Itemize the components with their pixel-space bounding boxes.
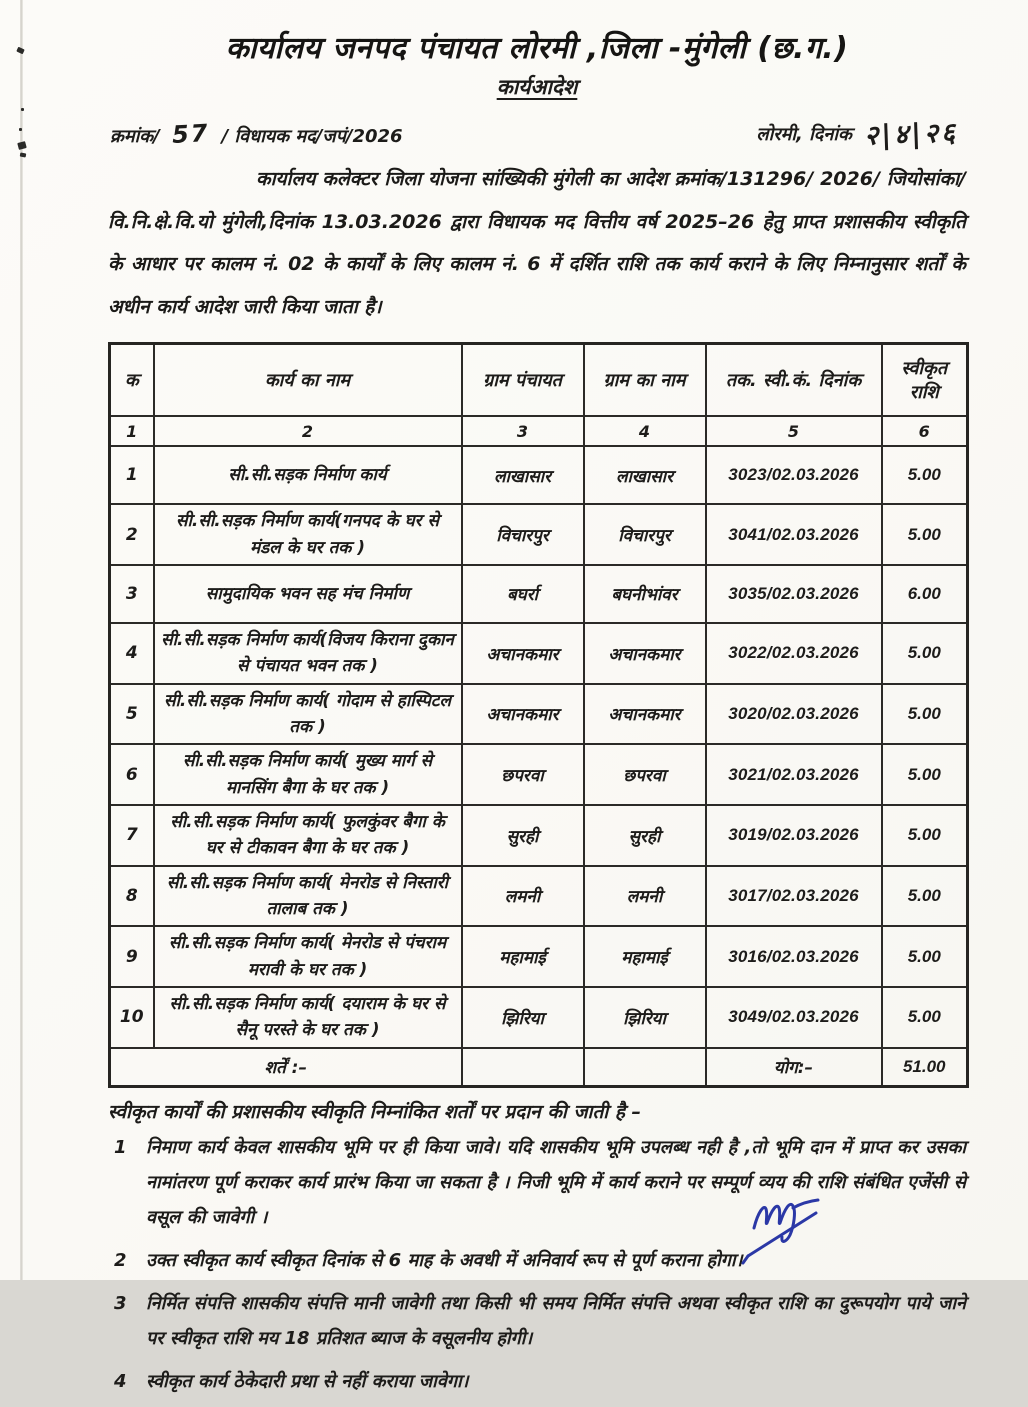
- sanction-number-date-cell: 3019/02.03.2026: [706, 805, 882, 866]
- sanction-number-date-cell: 3022/02.03.2026: [706, 623, 882, 684]
- sanction-number-date-cell: 3041/02.03.2026: [706, 504, 882, 565]
- row-serial: 4: [110, 623, 154, 684]
- conditions-heading: स्वीकृत कार्यों की प्रशासकीय स्वीकृति निम्नांकित शर्तों पर प्रदान की जाती है –: [108, 1100, 642, 1123]
- total-amount: 51.00: [882, 1048, 968, 1087]
- work-name-cell: सी.सी.सड़क निर्माण कार्य( मेनरोड से निस्तारी तालाब तक ): [154, 866, 462, 927]
- gram-panchayat-cell: लाखासार: [462, 446, 584, 504]
- row-serial: 5: [110, 684, 154, 745]
- serial-suffix: / विधायक मद/जपं/2026: [221, 126, 403, 147]
- header-gram-panchayat: ग्राम पंचायत: [462, 344, 584, 417]
- work-name-cell: सामुदायिक भवन सह मंच निर्माण: [154, 565, 462, 623]
- work-table-row: [110, 805, 968, 866]
- work-name-cell: सी.सी.सड़क निर्माण कार्य: [154, 446, 462, 504]
- gram-panchayat-cell: बघर्रा: [462, 565, 584, 623]
- column-number: 6: [882, 416, 968, 446]
- header-work-name: कार्य का नाम: [154, 344, 462, 417]
- work-table-row: [110, 926, 968, 987]
- scan-speck: [16, 47, 24, 54]
- village-name-cell: लाखासार: [584, 446, 706, 504]
- condition-number: 2: [114, 1249, 127, 1271]
- condition-number: 4: [114, 1371, 127, 1393]
- table-total-row: [110, 1048, 968, 1087]
- order-paragraph: कार्यालय कलेक्टर जिला योजना सांख्यिकी मुंगेली का आदेश क्रमांक/131296/ 2026/ जियोसांका/वि.नि.क्षे.वि.यो मुंगेली,दिनांक 13.03.2026 द्वारा विधायक मद वित्तीय वर्ष 2025–26 हेतु प्राप्त प्रशासकीय स्वीकृति के आधार पर कालम नं. 02 के कार्यों के लिए कालम नं. 6 में दर्शित राशि तक कार्य कराने के लिए निम्नानुसार शर्तों के अधीन कार्य आदेश जारी किया जाता है।: [108, 168, 966, 318]
- scan-speck: [19, 128, 22, 131]
- sanctioned-amount-cell: 5.00: [882, 744, 968, 805]
- work-table-row: [110, 684, 968, 745]
- village-name-cell: बघनीभांवर: [584, 565, 706, 623]
- sanctioned-amount-cell: 5.00: [882, 866, 968, 927]
- column-number: 5: [706, 416, 882, 446]
- gram-panchayat-cell: झिरिया: [462, 987, 584, 1048]
- row-serial: 8: [110, 866, 154, 927]
- conditions-cell-label: शर्तें :–: [110, 1048, 462, 1087]
- table-header-row: [110, 344, 968, 417]
- row-serial: 6: [110, 744, 154, 805]
- sanction-number-date-cell: 3020/02.03.2026: [706, 684, 882, 745]
- work-table-row: [110, 565, 968, 623]
- sanctioned-amount-cell: 5.00: [882, 623, 968, 684]
- village-name-cell: महामाई: [584, 926, 706, 987]
- village-name-cell: सुरही: [584, 805, 706, 866]
- village-name-cell: अचानकमार: [584, 623, 706, 684]
- place-date-label: लोरमी, दिनांक: [756, 124, 852, 145]
- gram-panchayat-cell: लमनी: [462, 866, 584, 927]
- work-table-row: [110, 866, 968, 927]
- gram-panchayat-cell: सुरही: [462, 805, 584, 866]
- gram-panchayat-cell: विचारपुर: [462, 504, 584, 565]
- gram-panchayat-cell: महामाई: [462, 926, 584, 987]
- page-title: कार्यालय जनपद पंचायत लोरमी ,जिला -मुंगेली (छ.ग.): [225, 31, 849, 66]
- work-name-cell: सी.सी.सड़क निर्माण कार्य( गोदाम से हास्पिटल तक ): [154, 684, 462, 745]
- condition-number: 3: [114, 1293, 127, 1315]
- village-name-cell: लमनी: [584, 866, 706, 927]
- header-serial: क: [110, 344, 154, 417]
- condition-text: निमाण कार्य केवल शासकीय भूमि पर ही किया जावे। यदि शासकीय भूमि उपलब्ध नही है ,तो भूमि दान में प्राप्त कर उसका नामांतरण पूर्ण कराकर कार्य प्रारंभ किया जा सकता है । निजी भूमि में कार्य कराने पर सम्पूर्ण व्यय की राशि संबंधित एजेंसी से वसूल की जावेगी ।: [146, 1136, 966, 1228]
- work-name-cell: सी.सी.सड़क निर्माण कार्य( मुख्य मार्ग से मानसिंग बैगा के घर तक ): [154, 744, 462, 805]
- work-name-cell: सी.सी.सड़क निर्माण कार्य( मेनरोड से पंचराम मरावी के घर तक ): [154, 926, 462, 987]
- village-name-cell: अचानकमार: [584, 684, 706, 745]
- column-number: 4: [584, 416, 706, 446]
- sanction-number-date-cell: 3035/02.03.2026: [706, 565, 882, 623]
- work-table-row: [110, 623, 968, 684]
- sanction-number-date-cell: 3017/02.03.2026: [706, 866, 882, 927]
- work-table-row: [110, 446, 968, 504]
- column-number: 3: [462, 416, 584, 446]
- scan-speck: [17, 141, 27, 150]
- row-serial: 7: [110, 805, 154, 866]
- serial-number-line: [110, 120, 403, 148]
- condition-item: [114, 1286, 966, 1356]
- village-name-cell: छपरवा: [584, 744, 706, 805]
- sanctioned-amount-cell: 5.00: [882, 504, 968, 565]
- header-village-name: ग्राम का नाम: [584, 344, 706, 417]
- scan-edge-artifact: [20, 0, 23, 1280]
- column-number-row: [110, 416, 968, 446]
- sanction-number-date-cell: 3021/02.03.2026: [706, 744, 882, 805]
- sanctioned-amount-cell: 5.00: [882, 446, 968, 504]
- header-sanction-no-date: तक. स्वी.कं. दिनांक: [706, 344, 882, 417]
- work-name-cell: सी.सी.सड़क निर्माण कार्य( दयाराम के घर से सैनू परस्ते के घर तक ): [154, 987, 462, 1048]
- sanctioned-amount-cell: 5.00: [882, 805, 968, 866]
- sanctioned-amount-cell: 5.00: [882, 926, 968, 987]
- gram-panchayat-cell: अचानकमार: [462, 684, 584, 745]
- column-number: 1: [110, 416, 154, 446]
- sanctioned-works-table: [108, 342, 969, 1088]
- village-name-cell: झिरिया: [584, 987, 706, 1048]
- sanction-number-date-cell: 3023/02.03.2026: [706, 446, 882, 504]
- village-name-cell: विचारपुर: [584, 504, 706, 565]
- meta-row: [110, 111, 964, 152]
- column-number: 2: [154, 416, 462, 446]
- signature-scribble: [738, 1182, 868, 1272]
- empty-cell: [462, 1048, 584, 1087]
- total-label: योग:–: [706, 1048, 882, 1087]
- work-name-cell: सी.सी.सड़क निर्माण कार्य(विजय किराना दुकान से पंचायत भवन तक ): [154, 623, 462, 684]
- gram-panchayat-cell: अचानकमार: [462, 623, 584, 684]
- sanctioned-amount-cell: 6.00: [882, 565, 968, 623]
- gram-panchayat-cell: छपरवा: [462, 744, 584, 805]
- sanctioned-amount-cell: 5.00: [882, 684, 968, 745]
- work-table-row: [110, 987, 968, 1048]
- empty-cell: [584, 1048, 706, 1087]
- scan-speck: [21, 108, 24, 111]
- serial-prefix: क्रमांक/: [110, 126, 160, 147]
- sanction-number-date-cell: 3049/02.03.2026: [706, 987, 882, 1048]
- condition-text: स्वीकृत कार्य ठेकेदारी प्रथा से नहीं कराया जावेगा।: [146, 1371, 469, 1393]
- condition-text: निर्मित संपत्ति शासकीय संपत्ति मानी जावेगी तथा किसी भी समय निर्मित संपत्ति अथवा स्वीकृत राशि का दुरूपयोग पाये जाने पर स्वीकृत राशि मय 18 प्रतिशत ब्याज के वसूलनीय होगी।: [146, 1293, 966, 1350]
- row-serial: 9: [110, 926, 154, 987]
- place-date-line: [756, 111, 964, 152]
- condition-number: 1: [114, 1136, 127, 1158]
- sanctioned-amount-cell: 5.00: [882, 987, 968, 1048]
- row-serial: 3: [110, 565, 154, 623]
- condition-item: [114, 1364, 966, 1399]
- condition-text: उक्त स्वीकृत कार्य स्वीकृत दिनांक से 6 माह के अवधी में अनिवार्य रूप से पूर्ण कराना होगा।: [146, 1249, 743, 1271]
- row-serial: 10: [110, 987, 154, 1048]
- work-name-cell: सी.सी.सड़क निर्माण कार्य(गनपद के घर से मंडल के घर तक ): [154, 504, 462, 565]
- handwritten-serial-number: 57: [171, 119, 211, 149]
- header-sanctioned-amount: स्वीकृत राशि: [882, 344, 968, 417]
- scan-speck: [20, 153, 27, 158]
- handwritten-date: २|४|२६: [863, 117, 959, 152]
- work-table-row: [110, 744, 968, 805]
- document-type-heading: कार्यआदेश: [496, 75, 578, 99]
- work-name-cell: सी.सी.सड़क निर्माण कार्य( फुलकुंवर बैगा के घर से टीकावन बैगा के घर तक ): [154, 805, 462, 866]
- work-table-row: [110, 504, 968, 565]
- sanction-number-date-cell: 3016/02.03.2026: [706, 926, 882, 987]
- row-serial: 1: [110, 446, 154, 504]
- row-serial: 2: [110, 504, 154, 565]
